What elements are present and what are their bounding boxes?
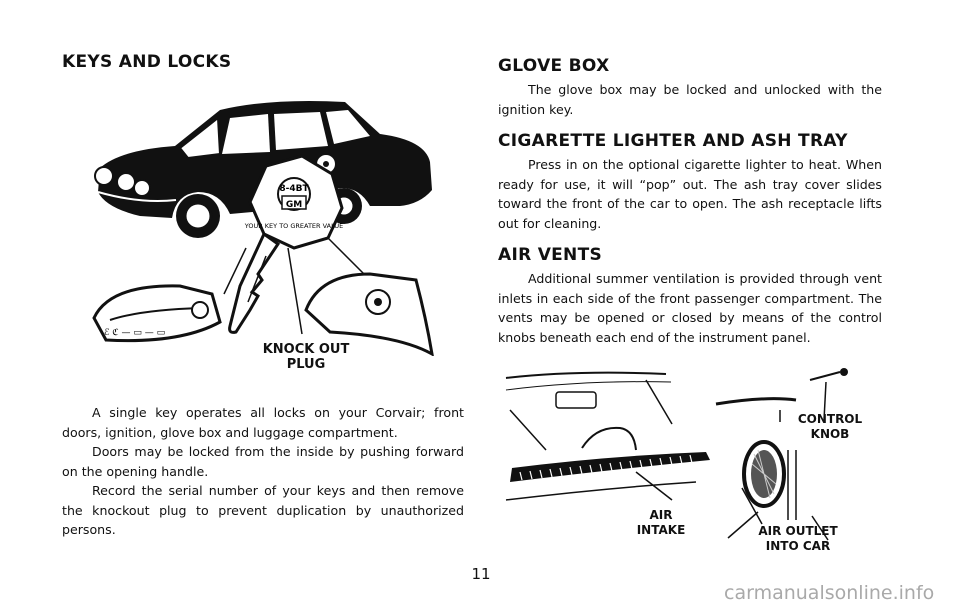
keys-and-locks-heading: KEYS AND LOCKS	[62, 52, 232, 72]
key-badge-code: 8-4BT	[279, 184, 309, 194]
control-knob-label	[790, 412, 870, 442]
cigarette-lighter-text: Press in on the optional cigarette lighter to heat. When ready for use, it will “pop” out. The ash tray cover slides toward the front of the car to open. The ash receptacle lifts out for cleaning.	[498, 157, 882, 231]
air-intake-label-line2: INTAKE	[636, 523, 686, 537]
knock-out-plug-label	[256, 342, 356, 372]
paragraph-single-key: A single key operates all locks on your Corvair; front doors, ignition, glove box and luggage compartment.	[62, 405, 464, 440]
air-outlet-label-line2: INTO CAR	[765, 539, 831, 553]
control-knob-label-line1: CONTROL	[797, 412, 863, 426]
air-intake-label	[626, 508, 696, 538]
paragraph-record-serial: Record the serial number of your keys and then remove the knockout plug to prevent duplication by unauthorized persons.	[62, 483, 464, 537]
air-vents-heading: AIR VENTS	[498, 245, 603, 265]
key-ring-text: YOUR KEY TO GREATER VALUE	[244, 222, 344, 230]
keys-locks-body	[62, 403, 464, 540]
paragraph-doors-locked: Doors may be locked from the inside by pushing forward on the opening handle.	[62, 444, 464, 479]
air-intake-label-line1: AIR	[649, 508, 673, 522]
gm-logo-text: GM	[285, 200, 303, 210]
cigarette-lighter-heading: CIGARETTE LIGHTER AND ASH TRAY	[498, 131, 848, 151]
svg-text:ℰ ℭ — ▭ — ▭: ℰ ℭ — ▭ — ▭	[104, 328, 166, 338]
air-vents-text: Additional summer ventilation is provided through vent inlets in each side of the front passenger compartment. The vents may be opened or closed by means of the control knobs beneath each end of the instrument panel.	[498, 271, 882, 345]
knock-out-plug-label-line2: PLUG	[286, 357, 326, 372]
air-outlet-label-line1: AIR OUTLET	[758, 524, 838, 538]
air-outlet-label	[748, 524, 848, 554]
knock-out-plug-label-line1: KNOCK OUT	[262, 342, 350, 357]
control-knob-label-line2: KNOB	[810, 427, 850, 441]
watermark-text: carmanualsonline.info	[724, 582, 935, 604]
right-column	[498, 56, 882, 347]
glove-box-text: The glove box may be locked and unlocked with the ignition key.	[498, 82, 882, 117]
glove-box-heading: GLOVE BOX	[498, 56, 610, 76]
car-keys-locks-illustration	[80, 88, 440, 356]
page-number: 11	[471, 565, 491, 583]
